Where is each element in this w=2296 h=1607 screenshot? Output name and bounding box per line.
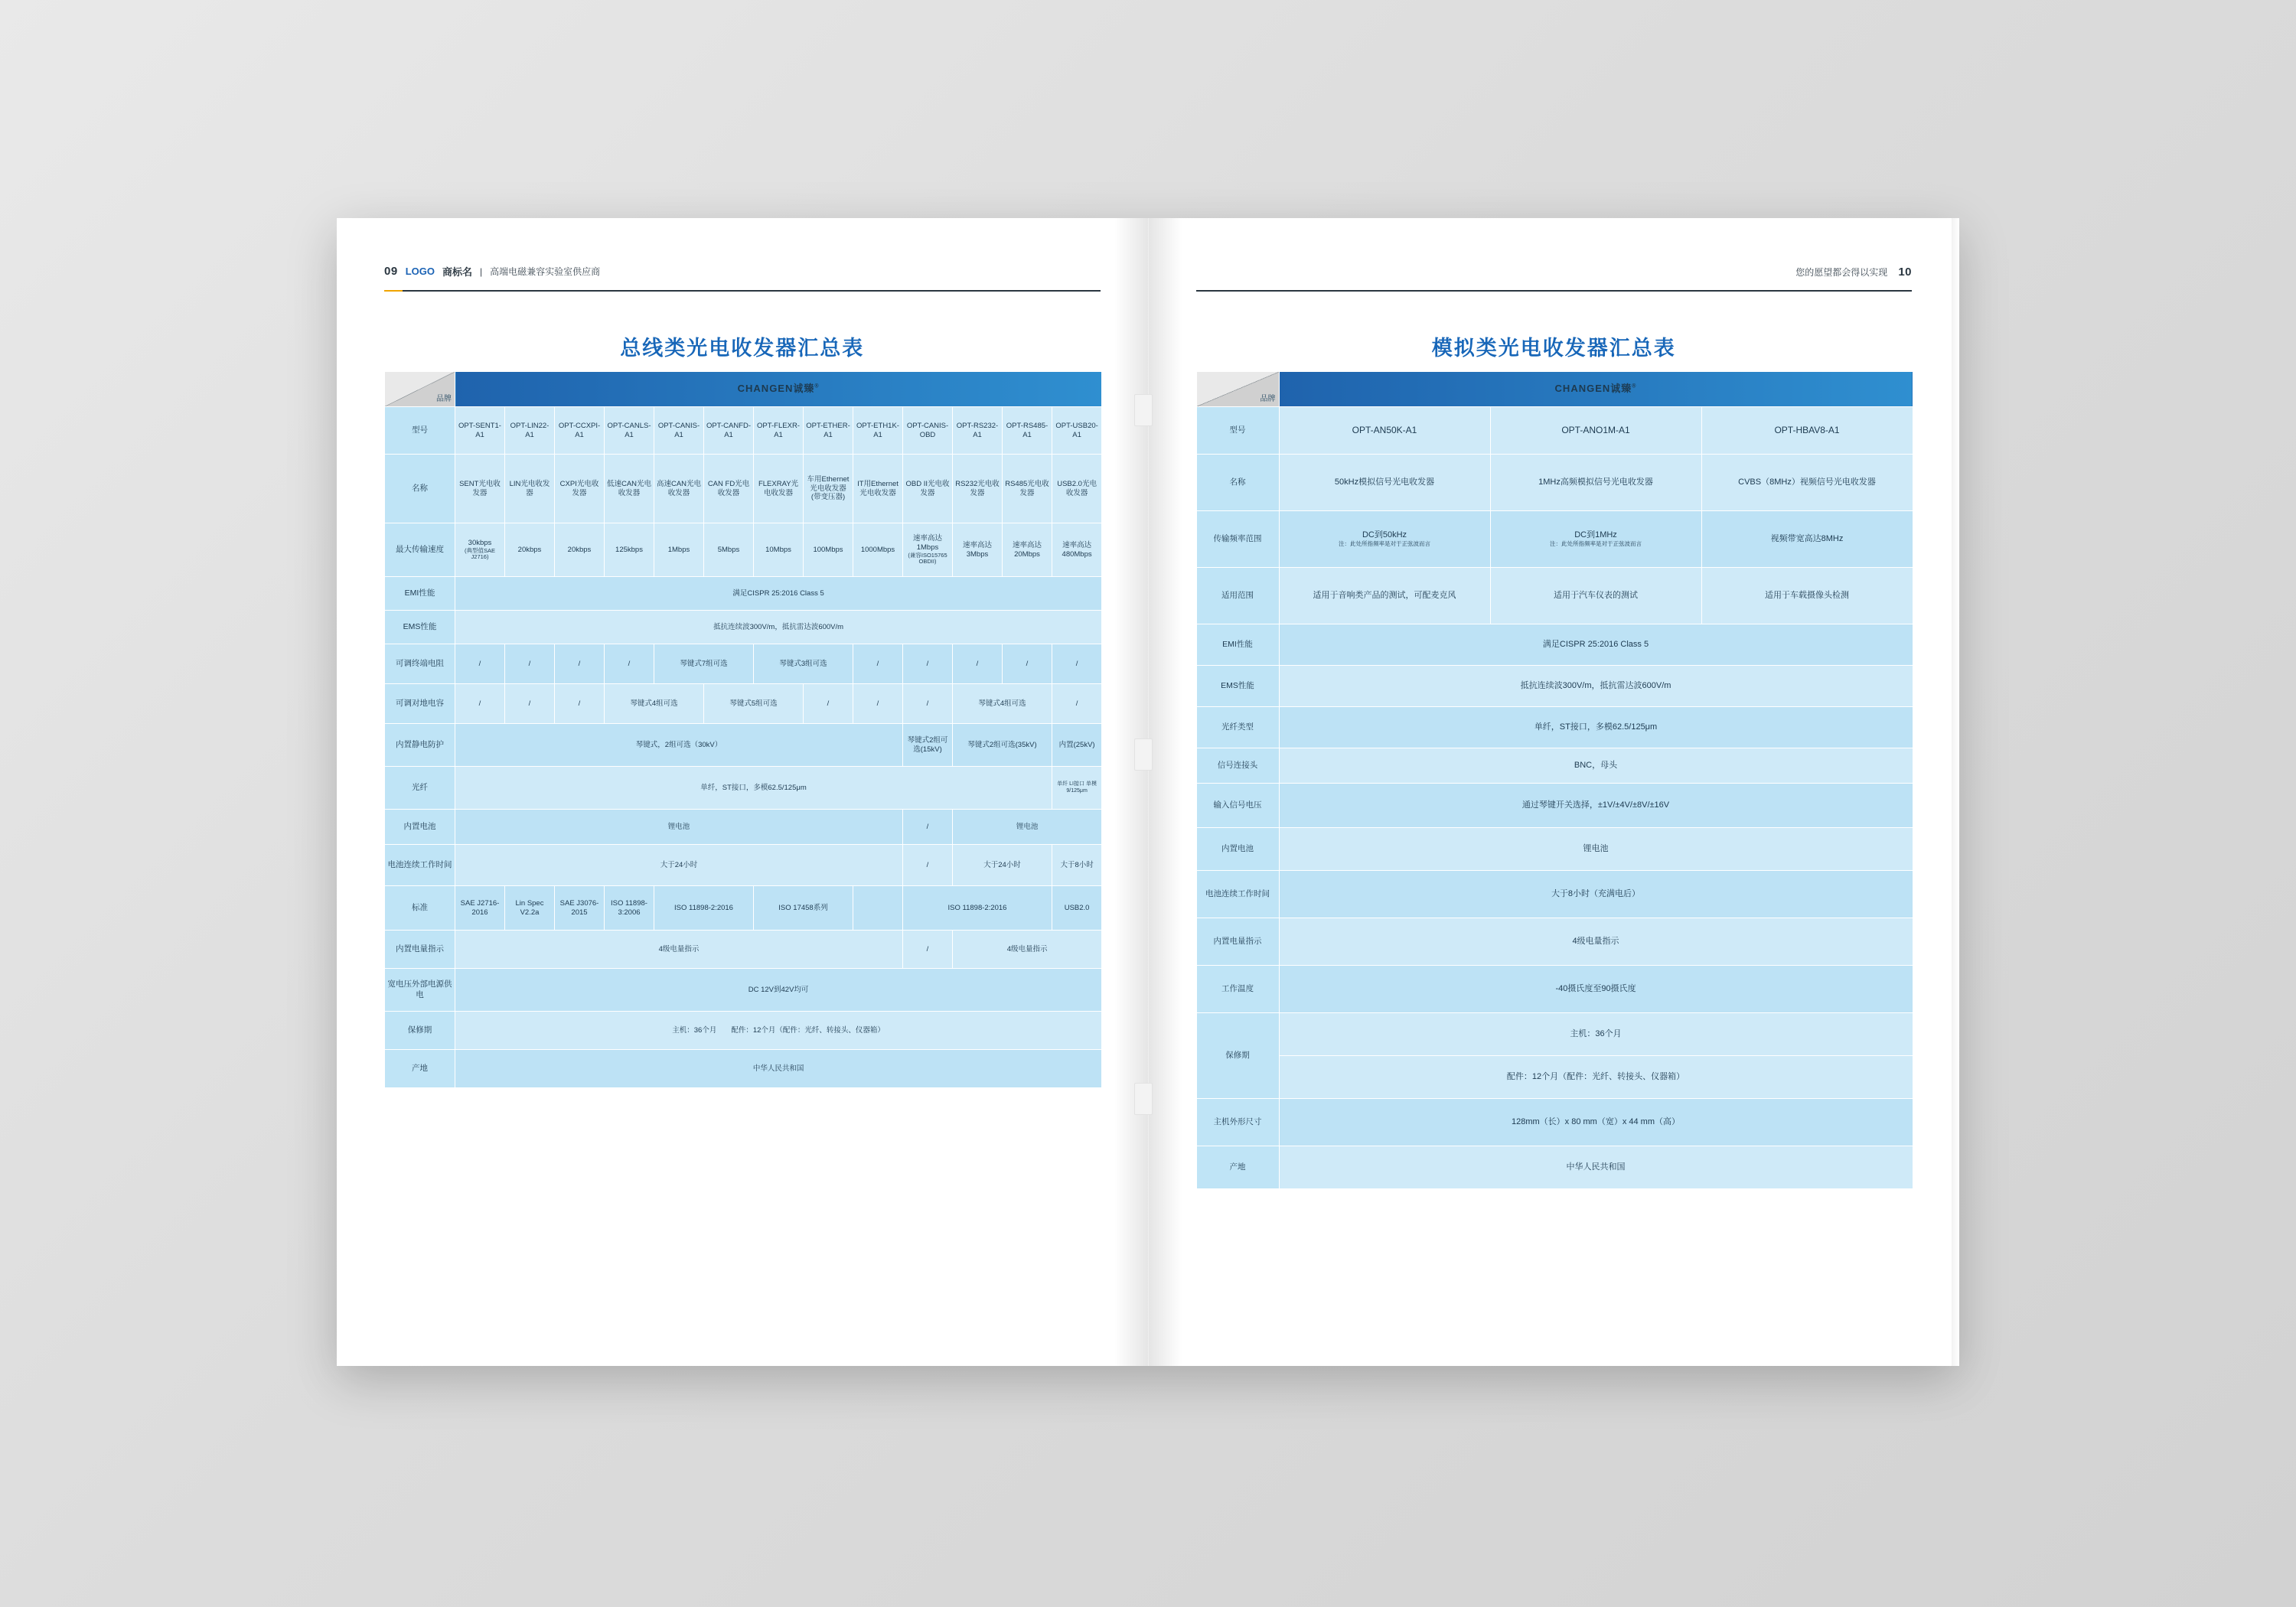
cell-model: OPT-RS232-A1 <box>953 407 1003 455</box>
row-label: 最大传输速度 <box>385 523 455 577</box>
brand-corner-label: 品牌 <box>436 394 452 403</box>
brand-trademark: ® <box>1632 384 1637 390</box>
cell-origin: 中华人民共和国 <box>1279 1146 1913 1189</box>
cell-battery-life: 大于8小时（充满电后） <box>1279 871 1913 918</box>
cell-esd: 琴键式2组可选(35kV) <box>953 724 1052 767</box>
row-label: 内置静电防护 <box>385 724 455 767</box>
cell-name: LIN光电收发器 <box>505 455 555 523</box>
brand-header-cell <box>1279 372 1913 407</box>
header-rule <box>1196 290 1913 292</box>
cell-model: OPT-CCXPI-A1 <box>555 407 605 455</box>
table-row <box>385 523 1102 577</box>
cell-battery-indicator: / <box>903 931 953 969</box>
cell-model: OPT-RS485-A1 <box>1003 407 1052 455</box>
cell-capacitor: / <box>505 684 555 724</box>
cell-capacitor: / <box>903 684 953 724</box>
cell-standard: ISO 11898-2:2016 <box>654 886 754 931</box>
table-row <box>1196 748 1913 784</box>
cell-name: 50kHz模拟信号光电收发器 <box>1279 455 1490 511</box>
row-label: 光纤类型 <box>1196 707 1279 748</box>
row-label: 内置电池 <box>385 810 455 845</box>
row-label: 宽电压外部电源供电 <box>385 969 455 1012</box>
cell-input-voltage: 通过琴键开关选择，±1V/±4V/±8V/±16V <box>1279 784 1913 828</box>
cell-name: RS232光电收发器 <box>953 455 1003 523</box>
cell-frequency-value: DC到1MHz <box>1574 530 1617 540</box>
table-row <box>385 969 1102 1012</box>
brand-header-text: CHANGEN诚臻 <box>1554 383 1632 395</box>
header-divider: | <box>479 266 483 277</box>
cell-name: USB2.0光电收发器 <box>1052 455 1102 523</box>
cell-speed: 速率高达3Mbps <box>953 523 1003 577</box>
cell-resistor: / <box>903 644 953 684</box>
bus-transceiver-table <box>384 371 1102 1088</box>
cell-resistor: / <box>605 644 654 684</box>
row-label: 信号连接头 <box>1196 748 1279 784</box>
table-row <box>1196 1056 1913 1099</box>
table-row <box>1196 1146 1913 1189</box>
cell-speed: 10Mbps <box>754 523 804 577</box>
cell-origin: 中华人民共和国 <box>455 1050 1102 1088</box>
header-left-group <box>384 264 1101 279</box>
cell-standard: ISO 11898-2:2016 <box>903 886 1052 931</box>
header-motto: 您的愿望都会得以实现 <box>1795 267 1888 278</box>
cell-name: 1MHz高频模拟信号光电收发器 <box>1490 455 1701 511</box>
table-row <box>385 931 1102 969</box>
cell-model: OPT-AN50K-A1 <box>1279 407 1490 455</box>
row-label: EMI性能 <box>1196 624 1279 666</box>
brand-name-text: 商标名 <box>442 266 472 278</box>
cell-warranty: 主机：36个月 配件：12个月（配件：光纤、转接头、仪器箱） <box>455 1012 1102 1050</box>
table-row <box>385 724 1102 767</box>
cell-model: OPT-ETHER-A1 <box>804 407 853 455</box>
cell-speed: 20kbps <box>505 523 555 577</box>
cell-name: FLEXRAY光电收发器 <box>754 455 804 523</box>
cell-resistor: / <box>1003 644 1052 684</box>
table-row <box>385 810 1102 845</box>
table-row <box>385 684 1102 724</box>
cell-resistor: / <box>505 644 555 684</box>
cell-resistor: / <box>853 644 903 684</box>
row-label: 工作温度 <box>1196 966 1279 1013</box>
cell-capacitor: / <box>455 684 505 724</box>
cell-name: SENT光电收发器 <box>455 455 505 523</box>
cell-emi: 满足CISPR 25:2016 Class 5 <box>1279 624 1913 666</box>
cell-speed: 1Mbps <box>654 523 704 577</box>
page-edge-tab <box>1134 394 1153 426</box>
cell-capacitor: / <box>555 684 605 724</box>
cell-speed: 20kbps <box>555 523 605 577</box>
header-slogan: 高端电磁兼容实验室供应商 <box>490 266 601 277</box>
table-row <box>385 1050 1102 1088</box>
cell-model: OPT-CANFD-A1 <box>704 407 754 455</box>
page-header-right <box>1196 264 1913 292</box>
table-row <box>1196 455 1913 511</box>
row-label: 内置电池 <box>1196 828 1279 871</box>
cell-model: OPT-SENT1-A1 <box>455 407 505 455</box>
cell-resistor: 琴键式7组可选 <box>654 644 754 684</box>
row-label: 适用范围 <box>1196 568 1279 624</box>
cell-name: CVBS（8MHz）视频信号光电收发器 <box>1701 455 1913 511</box>
row-label: 内置电量指示 <box>385 931 455 969</box>
cell-model: OPT-LIN22-A1 <box>505 407 555 455</box>
cell-resistor: / <box>555 644 605 684</box>
header-accent-bar <box>384 290 403 292</box>
cell-battery-indicator: 4级电量指示 <box>1279 918 1913 966</box>
row-label: 型号 <box>1196 407 1279 455</box>
table-row <box>385 611 1102 644</box>
cell-model: OPT-CANIS-A1 <box>654 407 704 455</box>
cell-temperature: -40摄氏度至90摄氏度 <box>1279 966 1913 1013</box>
cell-standard: Lin Spec V2.2a <box>505 886 555 931</box>
cell-capacitor: / <box>853 684 903 724</box>
cell-speed: 速率高达20Mbps <box>1003 523 1052 577</box>
cell-fiber: 单纤，ST接口，多模62.5/125μm <box>455 767 1052 810</box>
row-label: 传输频率范围 <box>1196 511 1279 568</box>
table-row <box>385 767 1102 810</box>
row-label: 电池连续工作时间 <box>1196 871 1279 918</box>
brand-header-cell <box>455 372 1102 407</box>
cell-speed: 125kbps <box>605 523 654 577</box>
cell-frequency-value: DC到50kHz <box>1362 530 1407 540</box>
cell-esd: 琴键式，2组可选（30kV） <box>455 724 903 767</box>
table-row <box>385 845 1102 886</box>
cell-resistor: 琴键式3组可选 <box>754 644 853 684</box>
brand-corner-cell <box>385 372 455 407</box>
cell-speed: 5Mbps <box>704 523 754 577</box>
row-label: 主机外形尺寸 <box>1196 1099 1279 1146</box>
cell-speed: 100Mbps <box>804 523 853 577</box>
cell-model: OPT-HBAV8-A1 <box>1701 407 1913 455</box>
cell-standard: ISO 11898-3:2006 <box>605 886 654 931</box>
table-row <box>385 886 1102 931</box>
cell-speed: 1000Mbps <box>853 523 903 577</box>
row-label: 保修期 <box>385 1012 455 1050</box>
cell-warranty-accessory: 配件：12个月（配件：光纤、转接头、仪器箱） <box>1279 1056 1913 1099</box>
brand-header-text: CHANGEN诚臻 <box>737 383 815 395</box>
cell-capacitor: / <box>804 684 853 724</box>
row-label: 保修期 <box>1196 1013 1279 1099</box>
row-label: 内置电量指示 <box>1196 918 1279 966</box>
cell-name: CAN FD光电收发器 <box>704 455 754 523</box>
row-label: 产地 <box>1196 1146 1279 1189</box>
cell-application: 适用于音响类产品的测试，可配麦克风 <box>1279 568 1490 624</box>
cell-battery: / <box>903 810 953 845</box>
cell-battery-indicator: 4级电量指示 <box>953 931 1102 969</box>
row-label: 名称 <box>1196 455 1279 511</box>
cell-battery-life: / <box>903 845 953 886</box>
brochure-spread <box>337 218 1959 1366</box>
table-row <box>1196 666 1913 707</box>
table-row <box>385 407 1102 455</box>
row-label: EMS性能 <box>385 611 455 644</box>
cell-speed-note: (兼容ISO15765 OBDII) <box>908 551 947 566</box>
row-label: EMI性能 <box>385 577 455 611</box>
table-row <box>1196 624 1913 666</box>
cell-speed-value: 速率高达1Mbps <box>912 534 942 552</box>
cell-resistor: / <box>953 644 1003 684</box>
brand-corner-cell <box>1196 372 1279 407</box>
page-right <box>1149 218 1960 1366</box>
cell-capacitor: 琴键式4组可选 <box>953 684 1052 724</box>
cell-application: 适用于汽车仪表的测试 <box>1490 568 1701 624</box>
cell-dimensions: 128mm（长）x 80 mm（宽）x 44 mm（高） <box>1279 1099 1913 1146</box>
table-row <box>385 577 1102 611</box>
cell-fiber-type: 单纤，ST接口，多模62.5/125μm <box>1279 707 1913 748</box>
page-title-right: 模拟类光电收发器汇总表 <box>1431 337 1676 360</box>
table-row <box>385 644 1102 684</box>
table-row <box>1196 707 1913 748</box>
cell-model: OPT-FLEXR-A1 <box>754 407 804 455</box>
table-row <box>1196 1099 1913 1146</box>
cell-name: 低速CAN光电收发器 <box>605 455 654 523</box>
row-label: 电池连续工作时间 <box>385 845 455 886</box>
brand-corner-label: 品牌 <box>1260 394 1276 403</box>
cell-frequency <box>1279 511 1490 568</box>
cell-model: OPT-ETH1K-A1 <box>853 407 903 455</box>
cell-standard: USB2.0 <box>1052 886 1102 931</box>
cell-capacitor: 琴键式4组可选 <box>605 684 704 724</box>
table-row <box>1196 568 1913 624</box>
page-number-right: 10 <box>1898 266 1912 279</box>
analog-transceiver-table <box>1196 371 1913 1189</box>
table-row <box>1196 784 1913 828</box>
cell-frequency-note: 注：此处所指频率是对于正弦波而言 <box>1339 540 1430 548</box>
table-row <box>385 1012 1102 1050</box>
cell-standard: ISO 17458系列 <box>754 886 853 931</box>
cell-frequency <box>1490 511 1701 568</box>
cell-ems: 抵抗连续波300V/m，抵抗雷达波600V/m <box>1279 666 1913 707</box>
cell-name: 高速CAN光电收发器 <box>654 455 704 523</box>
cell-name: 车用Ethernet光电收发器(带变压器) <box>804 455 853 523</box>
cell-fiber: 单纤 LI接口 单模9/125μm <box>1052 767 1102 810</box>
cell-ems: 抵抗连续波300V/m，抵抗雷达波600V/m <box>455 611 1102 644</box>
cell-speed-note: (典型值SAE J2716) <box>464 546 495 561</box>
row-label: EMS性能 <box>1196 666 1279 707</box>
cell-standard: SAE J2716-2016 <box>455 886 505 931</box>
cell-speed-value: 30kbps <box>468 538 492 547</box>
cell-warranty-host: 主机：36个月 <box>1279 1013 1913 1056</box>
cell-capacitor: 琴键式5组可选 <box>704 684 804 724</box>
table-row <box>1196 511 1913 568</box>
table-row <box>1196 918 1913 966</box>
cell-speed <box>455 523 505 577</box>
table-row <box>1196 407 1913 455</box>
table-brand-row <box>385 372 1102 407</box>
page-number-left: 09 <box>384 265 398 278</box>
cell-resistor: / <box>455 644 505 684</box>
cell-standard: SAE J3076-2015 <box>555 886 605 931</box>
row-label: 型号 <box>385 407 455 455</box>
cell-frequency-note: 注：此处所指频率是对于正弦波而言 <box>1550 540 1642 548</box>
row-label: 光纤 <box>385 767 455 810</box>
cell-battery: 锂电池 <box>1279 828 1913 871</box>
header-right-group <box>1795 266 1912 279</box>
table-row <box>1196 871 1913 918</box>
cell-name: CXPI光电收发器 <box>555 455 605 523</box>
row-label: 输入信号电压 <box>1196 784 1279 828</box>
row-label: 标准 <box>385 886 455 931</box>
cell-capacitor: / <box>1052 684 1102 724</box>
table-row <box>385 455 1102 523</box>
row-label: 名称 <box>385 455 455 523</box>
row-label: 可调终端电阻 <box>385 644 455 684</box>
cell-battery-life: 大于8小时 <box>1052 845 1102 886</box>
cell-frequency: 视频带宽高达8MHz <box>1701 511 1913 568</box>
table-brand-row <box>1196 372 1913 407</box>
row-label: 可调对地电容 <box>385 684 455 724</box>
cell-battery-indicator: 4级电量指示 <box>455 931 903 969</box>
header-rule <box>384 290 1101 292</box>
cell-speed: 速率高达480Mbps <box>1052 523 1102 577</box>
cell-standard-empty <box>853 886 903 931</box>
cell-esd: 内置(25kV) <box>1052 724 1102 767</box>
cell-battery-life: 大于24小时 <box>953 845 1052 886</box>
page-title-left: 总线类光电收发器汇总表 <box>620 337 865 360</box>
logo-text: LOGO <box>405 266 435 277</box>
table-row <box>1196 828 1913 871</box>
page-edge-tab <box>1134 738 1153 771</box>
cell-application: 适用于车载摄像头检测 <box>1701 568 1913 624</box>
cell-name: OBD II光电收发器 <box>903 455 953 523</box>
cell-battery-life: 大于24小时 <box>455 845 903 886</box>
cell-speed <box>903 523 953 577</box>
table-row <box>1196 1013 1913 1056</box>
cell-resistor: / <box>1052 644 1102 684</box>
cell-model: OPT-CANIS-OBD <box>903 407 953 455</box>
cell-model: OPT-CANLS-A1 <box>605 407 654 455</box>
brand-trademark: ® <box>814 384 820 390</box>
cell-model: OPT-USB20-A1 <box>1052 407 1102 455</box>
page-edge-tab <box>1134 1083 1153 1115</box>
row-label: 产地 <box>385 1050 455 1088</box>
cell-emi: 满足CISPR 25:2016 Class 5 <box>455 577 1102 611</box>
cell-battery: 锂电池 <box>455 810 903 845</box>
page-header-left <box>384 264 1101 292</box>
cell-connector: BNC，母头 <box>1279 748 1913 784</box>
cell-name: IT用Ethernet光电收发器 <box>853 455 903 523</box>
page-left <box>337 218 1149 1366</box>
cell-esd: 琴键式2组可选(15kV) <box>903 724 953 767</box>
table-row <box>1196 966 1913 1013</box>
cell-name: RS485光电收发器 <box>1003 455 1052 523</box>
cell-model: OPT-ANO1M-A1 <box>1490 407 1701 455</box>
cell-battery: 锂电池 <box>953 810 1102 845</box>
cell-power: DC 12V到42V均可 <box>455 969 1102 1012</box>
